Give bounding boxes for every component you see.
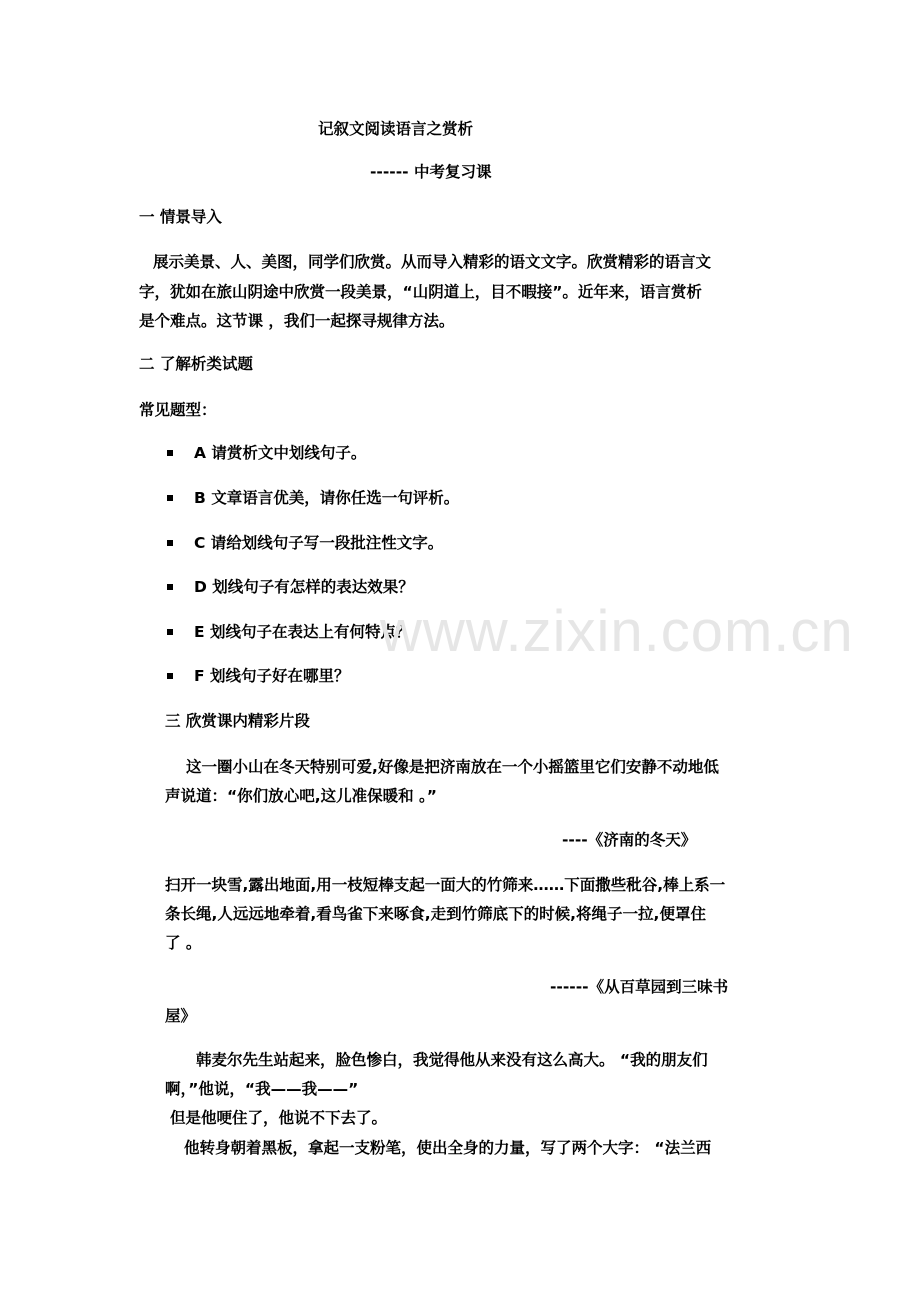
excerpt2-line: 了 。 <box>165 934 202 952</box>
bullet-icon <box>167 584 173 590</box>
bullet-icon <box>167 450 173 456</box>
section1-paragraph-line: 字，犹如在旅山阴途中欣赏一段美景，“山阴道上，目不暇接”。近年来，语言赏析 <box>139 283 702 301</box>
list-item-label: C 请给划线句子写一段批注性文字。 <box>194 534 444 552</box>
watermark: www.zixin.com.cn <box>380 599 854 664</box>
excerpt2-line: 条长绳,人远远地牵着,看鸟雀下来啄食,走到竹筛底下的时候,将绳子一拉,便罩住 <box>165 905 706 923</box>
section1-paragraph-line: 是个难点。这节课 ，我们一起探寻规律方法。 <box>139 312 455 330</box>
list-item-label: D 划线句子有怎样的表达效果？ <box>194 578 414 596</box>
list-item-label: B 文章语言优美，请你任选一句评析。 <box>194 489 460 507</box>
document-title: 记叙文阅读语言之赏析 <box>318 120 474 138</box>
excerpt2-source: ------《从百草园到三味书 <box>550 978 729 996</box>
bullet-icon <box>167 540 173 546</box>
excerpt1-line: 这一圈小山在冬天特别可爱,好像是把济南放在一个小摇篮里它们安静不动地低 <box>186 758 719 776</box>
document-subtitle: ------ 中考复习课 <box>370 163 492 181</box>
section2-heading: 二 了解析类试题 <box>139 355 253 373</box>
excerpt1-source: ----《济南的冬天》 <box>562 831 697 849</box>
excerpt1-line: 声说道：“你们放心吧,这儿准保暖和 。” <box>165 787 437 805</box>
list-item-label: F 划线句子好在哪里？ <box>194 667 350 685</box>
excerpt3-line: 他转身朝着黑板，拿起一支粉笔，使出全身的力量，写了两个大字： “法兰西 <box>184 1139 712 1157</box>
bullet-icon <box>167 673 173 679</box>
excerpt3-line: 韩麦尔先生站起来，脸色惨白，我觉得他从来没有这么高大。 “我的朋友们 <box>196 1051 708 1069</box>
excerpt2-source-cont: 屋》 <box>165 1007 197 1025</box>
section3-heading: 三 欣赏课内精彩片段 <box>165 712 310 730</box>
bullet-icon <box>167 629 173 635</box>
list-item-label: E 划线句子在表达上有何特点？ <box>194 623 412 641</box>
excerpt2-line: 扫开一块雪,露出地面,用一枝短棒支起一面大的竹筛来……下面撒些秕谷,棒上系一 <box>165 876 726 894</box>
bullet-icon <box>167 495 173 501</box>
section1-heading: 一 情景导入 <box>139 208 222 226</box>
excerpt3-line: 但是他哽住了，他说不下去了。 <box>170 1109 388 1127</box>
common-types-label: 常见题型： <box>139 401 217 419</box>
excerpt3-line: 啊，”他说，“我——我——” <box>165 1080 359 1098</box>
list-item-label: A 请赏析文中划线句子。 <box>194 444 367 462</box>
section1-paragraph-line: 展示美景、人、美图，同学们欣赏。从而导入精彩的语文文字。欣赏精彩的语言文 <box>153 253 712 271</box>
